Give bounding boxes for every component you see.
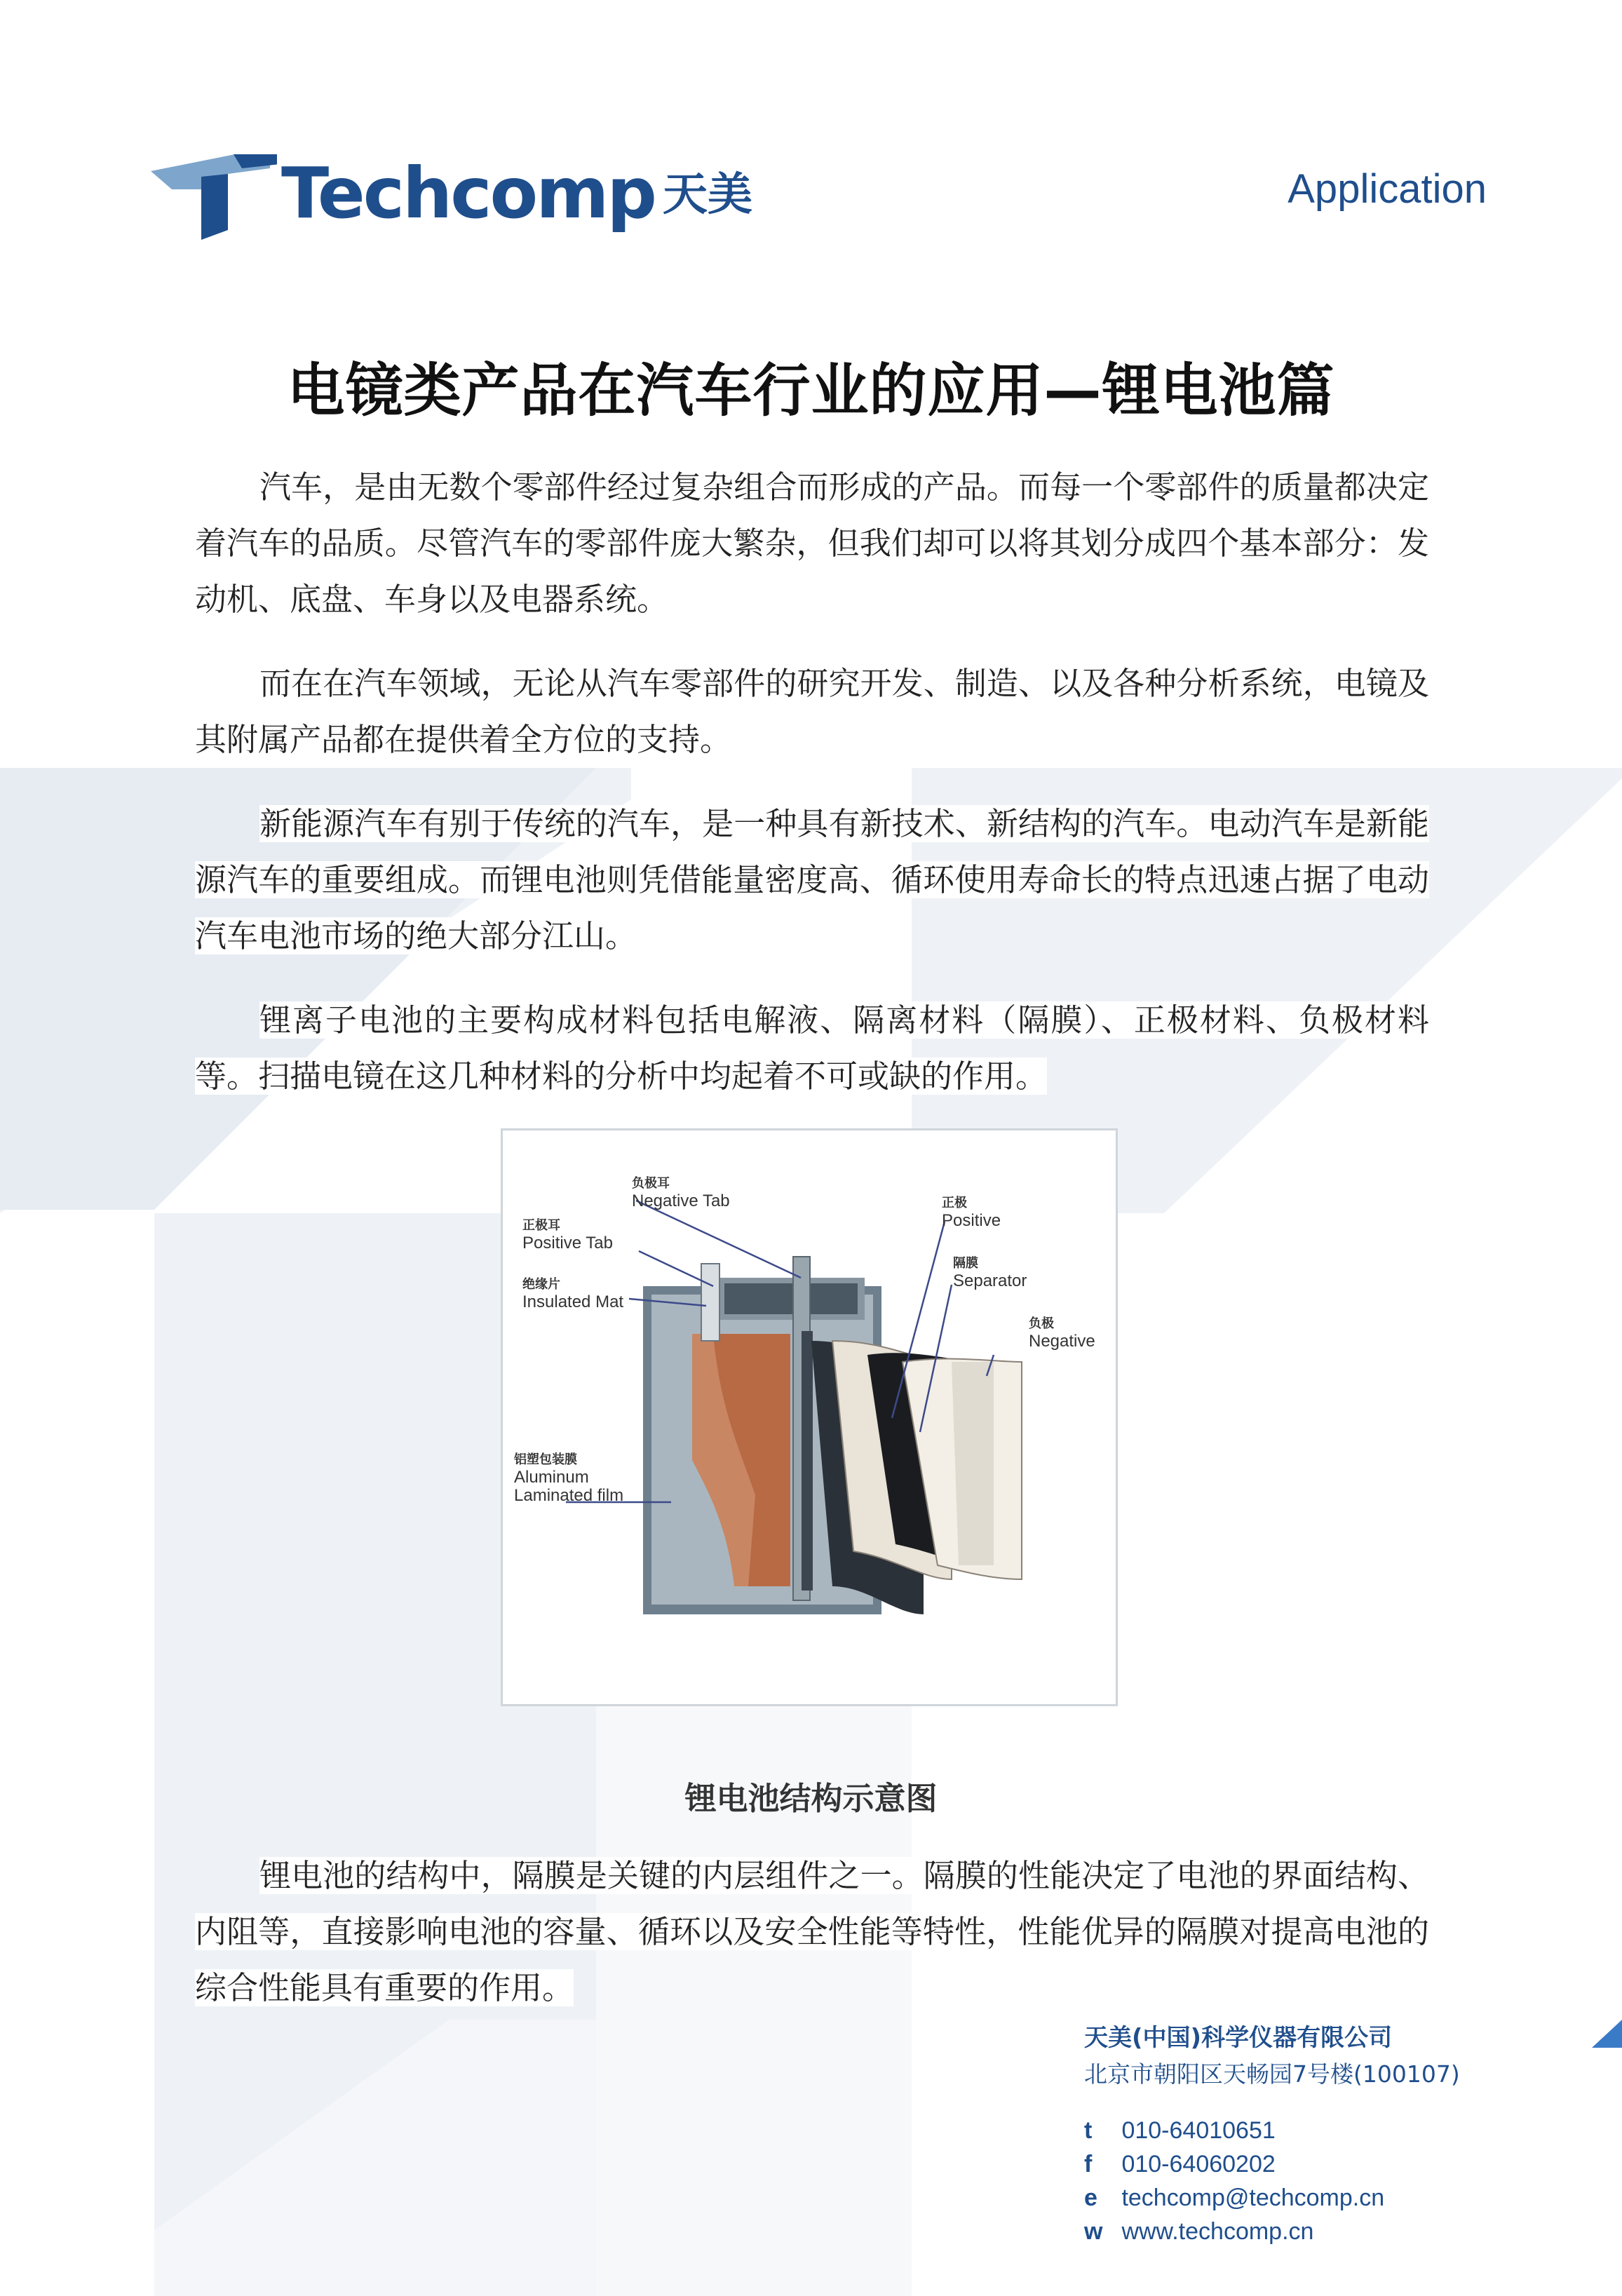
label-aluminum-laminated-film: 铝塑包装膜 Aluminum Laminated film: [514, 1452, 624, 1505]
paragraph-2-text: 而在在汽车领域，无论从汽车零部件的研究开发、制造、以及各种分析系统，电镜及其附属产品都在提供着全方位的支持。: [195, 665, 1429, 758]
paragraph-3-text: 新能源汽车有别于传统的汽车，是一种具有新技术、新结构的汽车。电动汽车是新能源汽车的重要组成。而锂电池则凭借能量密度高、循环使用寿命长的特点迅速占据了电动汽车电池市场的绝大部分江山。: [195, 805, 1429, 954]
footer-contact: [1084, 2020, 1519, 2248]
techcomp-logo: [151, 147, 768, 245]
company-address: 北京市朝阳区天畅园7号楼(100107): [1084, 2060, 1460, 2088]
battery-structure-figure: [501, 1128, 1118, 1706]
contact-website-link[interactable]: www.techcomp.cn: [1121, 2218, 1314, 2245]
paragraph-5-text: 锂电池的结构中，隔膜是关键的内层组件之一。隔膜的性能决定了电池的界面结构、内阻等，直接影响电池的容量、循环以及安全性能等特性，性能优异的隔膜对提高电池的综合性能具有重要的作用。: [195, 1857, 1429, 2006]
paragraph-1-text: 汽车，是由无数个零部件经过复杂组合而形成的产品。而每一个零部件的质量都决定着汽车的品质。尽管汽车的零部件庞大繁杂，但我们却可以将其划分成四个基本部分：发动机、底盘、车身以及电器系统。: [195, 468, 1429, 618]
contact-phone: [1084, 2114, 1519, 2147]
label-negative: 负极 Negative: [1029, 1316, 1095, 1351]
section-label: Application: [1288, 166, 1487, 212]
contact-fax-value: 010-64060202: [1121, 2151, 1276, 2177]
paragraph-4-text: 锂离子电池的主要构成材料包括电解液、隔离材料（隔膜）、正极材料、负极材料等。扫描电镜在这几种材料的分析中均起着不可或缺的作用。: [195, 1001, 1429, 1095]
techcomp-logo-mark-icon: [151, 147, 277, 245]
label-positive: 正极 Positive: [942, 1196, 1001, 1230]
contact-list: [1084, 2114, 1519, 2248]
company-name: 天美(中国)科学仪器有限公司: [1084, 2024, 1393, 2052]
paragraph-5: [195, 1848, 1429, 2016]
contact-fax-key: f: [1084, 2151, 1093, 2177]
contact-email-link[interactable]: techcomp@techcomp.cn: [1121, 2184, 1385, 2211]
brand-name-en: Techcomp: [281, 152, 655, 234]
label-negative-tab: 负极耳 Negative Tab: [632, 1176, 730, 1210]
brand-name-cn: 天美: [663, 169, 752, 221]
contact-phone-key: t: [1084, 2117, 1093, 2144]
contact-fax: [1084, 2147, 1519, 2181]
contact-website-key: w: [1084, 2218, 1103, 2245]
contact-email: [1084, 2181, 1519, 2215]
paragraph-4: [195, 992, 1429, 1105]
paragraph-1: [195, 459, 1429, 628]
contact-website: [1084, 2215, 1519, 2248]
page-title: 电镜类产品在汽车行业的应用—锂电池篇: [287, 358, 1335, 424]
label-separator: 隔膜 Separator: [953, 1256, 1027, 1290]
figure-caption: 锂电池结构示意图: [684, 1780, 938, 1817]
label-insulated-mat: 绝缘片 Insulated Mat: [522, 1277, 624, 1311]
label-positive-tab: 正极耳 Positive Tab: [522, 1218, 613, 1252]
contact-email-key: e: [1084, 2184, 1097, 2211]
paragraph-3: [195, 796, 1429, 964]
contact-phone-value: 010-64010651: [1121, 2117, 1276, 2144]
paragraph-2: [195, 656, 1429, 768]
